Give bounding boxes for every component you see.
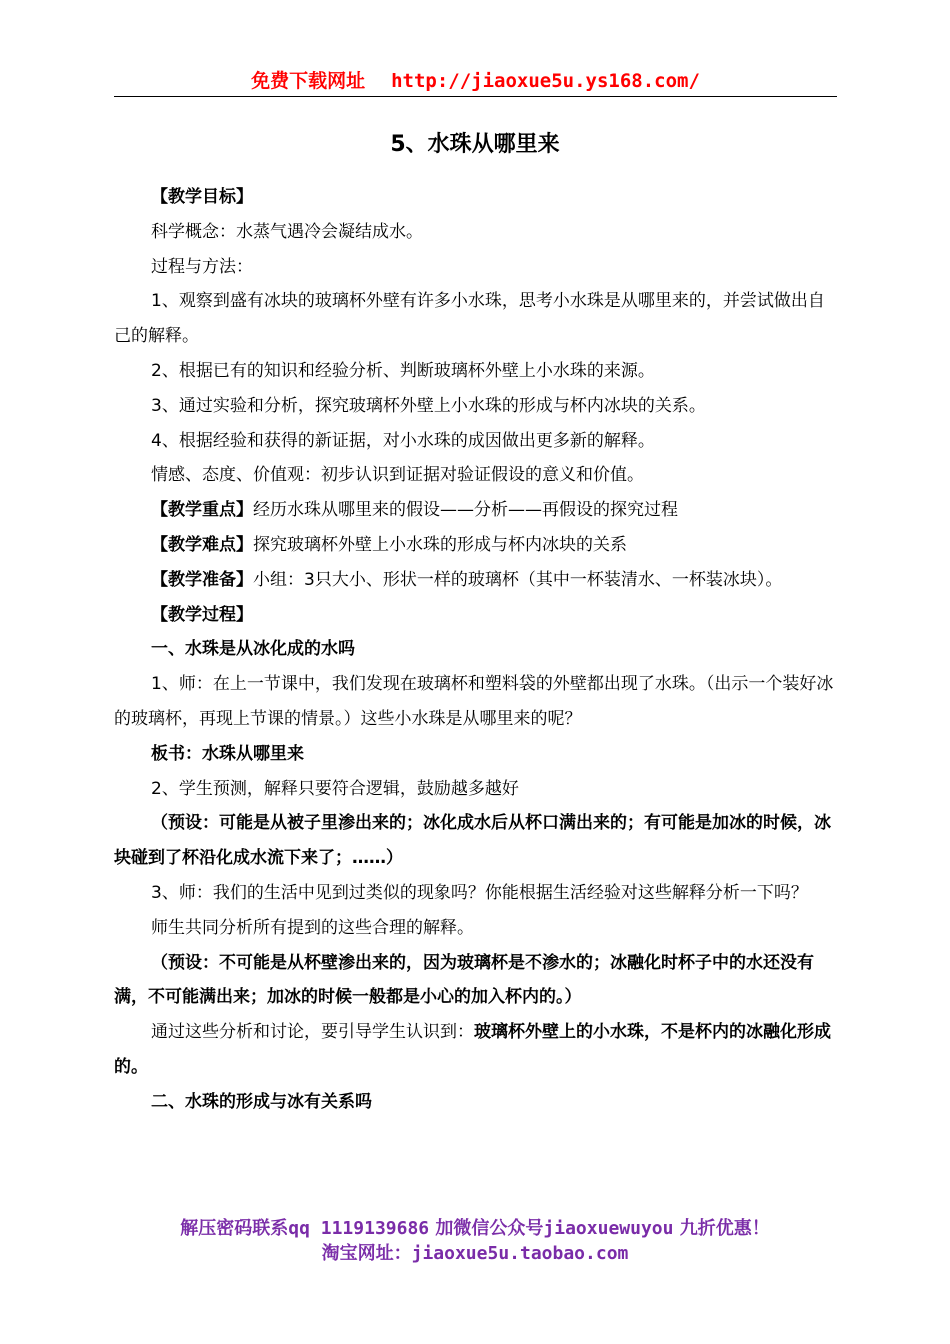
step-2: 2、学生预测，解释只要符合逻辑，鼓励越多越好 (151, 778, 519, 799)
difficulty-text: 探究玻璃杯外壁上小水珠的形成与杯内冰块的关系 (253, 534, 627, 555)
analysis-text: 师生共同分析所有提到的这些合理的解释。 (151, 917, 474, 938)
attitude-text: 情感、态度、价值观：初步认识到证据对验证假设的意义和价值。 (151, 465, 644, 486)
preset-2: （预设：不可能是从杯壁渗出来的，因为玻璃杯是不渗水的；冰融化时杯子中的水还没有满，不可能满出来；加冰的时候一般都是小心的加入杯内的。） (114, 952, 814, 1008)
method-item-2: 2、根据已有的知识和经验分析、判断玻璃杯外壁上小水珠的来源。 (151, 360, 655, 381)
part1-heading: 一、水珠是从冰化成的水吗 (151, 639, 355, 660)
prep-text: 小组：3只大小、形状一样的玻璃杯（其中一杯装清水、一杯装冰块）。 (253, 569, 783, 590)
process-heading: 【教学过程】 (151, 604, 253, 625)
difficulty-point (114, 528, 838, 563)
method-item-3: 3、通过实验和分析，探究玻璃杯外壁上小水珠的形成与杯内冰块的关系。 (151, 395, 706, 416)
footer-password-label: 解压密码联系 (180, 1218, 289, 1239)
guide-text: 通过这些分析和讨论，要引导学生认识到： (151, 1022, 474, 1043)
page-title: 5、水珠从哪里来 (390, 132, 560, 157)
preparation (114, 563, 838, 598)
prep-label: 【教学准备】 (151, 569, 253, 590)
preset-1: （预设：可能是从被子里渗出来的；冰化成水后从杯口满出来的；有可能是加冰的时候，冰块碰到了杯沿化成水流下来了；……） (114, 813, 831, 869)
part2-heading: 二、水珠的形成与冰有关系吗 (151, 1091, 372, 1112)
goals-heading: 【教学目标】 (151, 187, 253, 207)
document-body (114, 180, 838, 1120)
concept-text: 科学概念：水蒸气遇冷会凝结成水。 (151, 221, 423, 242)
header-label: 免费下载网址 (251, 70, 366, 92)
key-text: 经历水珠从哪里来的假设——分析——再假设的探究过程 (253, 500, 678, 521)
header-url[interactable]: http://jiaoxue5u.ys168.com/ (391, 70, 700, 92)
footer-taobao-url[interactable]: jiaoxue5u.taobao.com (411, 1243, 629, 1264)
guide-paragraph (114, 1015, 838, 1085)
board-writing: 板书：水珠从哪里来 (151, 743, 304, 764)
page-header (114, 68, 837, 97)
footer-qq: qq 1119139686 (288, 1218, 430, 1239)
footer-wechat-id: jiaoxuewuyou (543, 1218, 674, 1239)
method-heading: 过程与方法： (151, 256, 253, 277)
guide-bold: 玻璃杯外壁上的小水珠，不是杯内的冰融化形成的。 (114, 1022, 831, 1077)
footer-line-2 (0, 1241, 950, 1267)
method-item-1: 1、观察到盛有冰块的玻璃杯外壁有许多小水珠，思考小水珠是从哪里来的，并尝试做出自己的解释。 (114, 291, 825, 347)
method-item-4: 4、根据经验和获得的新证据，对小水珠的成因做出更多新的解释。 (151, 430, 655, 451)
footer-wechat-label: 加微信公众号 (435, 1218, 544, 1239)
key-label: 【教学重点】 (151, 500, 253, 521)
footer-discount: 九折优惠！ (679, 1218, 770, 1239)
step-1: 1、师：在上一节课中，我们发现在玻璃杯和塑料袋的外壁都出现了水珠。（出示一个装好冰的玻璃杯，再现上节课的情景。）这些小水珠是从哪里来的呢？ (114, 674, 834, 729)
key-point (114, 493, 838, 528)
footer-taobao-label: 淘宝网址： (321, 1243, 412, 1264)
difficulty-label: 【教学难点】 (151, 534, 253, 555)
footer-line-1 (0, 1216, 950, 1242)
step-3: 3、师：我们的生活中见到过类似的现象吗？你能根据生活经验对这些解释分析一下吗？ (151, 882, 808, 903)
